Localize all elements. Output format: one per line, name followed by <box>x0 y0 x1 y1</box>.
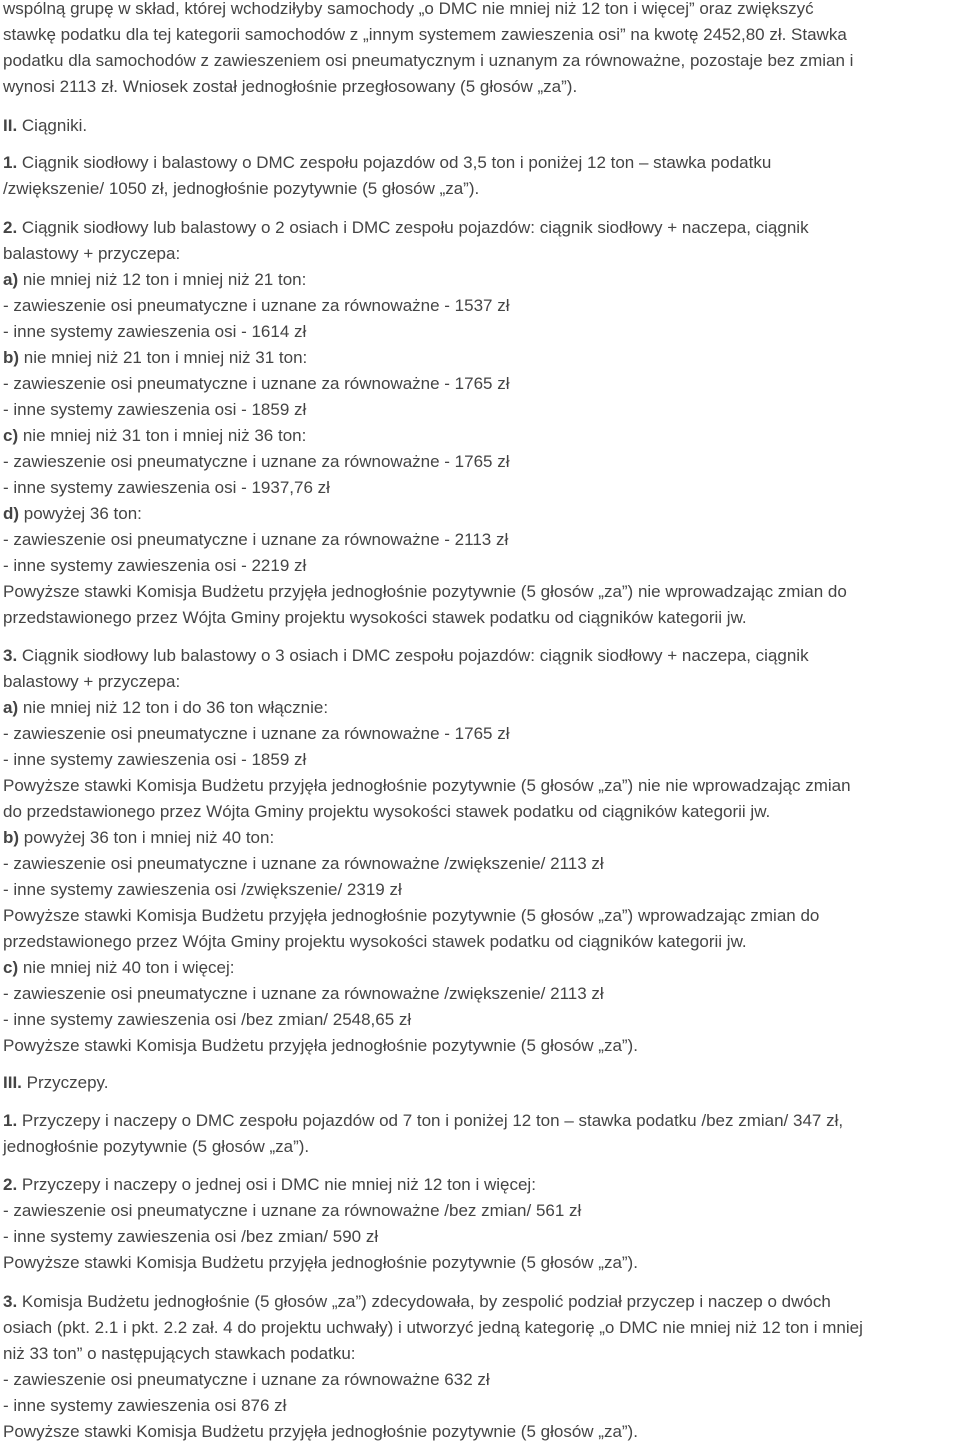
item-marker: b) <box>3 348 20 367</box>
line-text: - zawieszenie osi pneumatyczne i uznane za równoważne - 1765 zł <box>3 374 510 393</box>
item-marker: III. <box>3 1073 22 1092</box>
line-text: Komisja Budżetu jednogłośnie (5 głosów „za”) zdecydowała, by zespolić podział przyczep i naczep o dwóch <box>17 1292 831 1311</box>
line-text: Ciągnik siodłowy lub balastowy o 2 osiach i DMC zespołu pojazdów: ciągnik siodłowy + naczepa, ciągnik <box>17 218 809 237</box>
line-text: podatku dla samochodów z zawieszeniem osi pneumatycznym i uznanym za równoważne, pozostaje bez zmian i <box>3 51 854 70</box>
text-line <box>3 176 479 202</box>
line-text: stawkę podatku dla tej kategorii samochodów z „innym systemem zawieszenia osi” na kwotę 2452,80 zł. Stawka <box>3 25 847 44</box>
line-text: balastowy + przyczepa: <box>3 672 181 691</box>
item-marker: a) <box>3 698 19 717</box>
text-line <box>3 929 747 955</box>
text-line <box>3 1198 581 1224</box>
text-line <box>3 851 604 877</box>
item-marker: 2. <box>3 218 18 237</box>
text-line <box>3 293 510 319</box>
line-text: - zawieszenie osi pneumatyczne i uznane za równoważne /zwiększenie/ 2113 zł <box>3 984 604 1003</box>
text-line <box>3 1172 536 1198</box>
text-line <box>3 150 771 176</box>
text-line <box>3 74 577 100</box>
line-text: - zawieszenie osi pneumatyczne i uznane za równoważne - 1537 zł <box>3 296 510 315</box>
line-text: nie mniej niż 31 ton i mniej niż 36 ton: <box>18 426 307 445</box>
line-text: - inne systemy zawieszenia osi 876 zł <box>3 1396 287 1415</box>
text-line <box>3 877 402 903</box>
text-line <box>3 1033 638 1059</box>
text-line <box>3 48 853 74</box>
item-marker: c) <box>3 426 19 445</box>
line-text: - inne systemy zawieszenia osi - 1614 zł <box>3 322 307 341</box>
text-line <box>3 0 814 22</box>
item-marker: 1. <box>3 1111 18 1130</box>
text-line <box>3 981 604 1007</box>
line-text: nie mniej niż 12 ton i do 36 ton włącznie: <box>18 698 329 717</box>
line-text: - inne systemy zawieszenia osi /bez zmian/ 2548,65 zł <box>3 1010 412 1029</box>
text-line <box>3 747 306 773</box>
line-text: Ciągnik siodłowy i balastowy o DMC zespołu pojazdów od 3,5 ton i poniżej 12 ton – stawka podatku <box>17 153 772 172</box>
line-text: jednogłośnie pozytywnie (5 głosów „za”). <box>3 1137 310 1156</box>
line-text: - zawieszenie osi pneumatyczne i uznane za równoważne /bez zmian/ 561 zł <box>3 1201 582 1220</box>
text-line <box>3 397 306 423</box>
text-line <box>3 1315 863 1341</box>
line-text: - zawieszenie osi pneumatyczne i uznane za równoważne /zwiększenie/ 2113 zł <box>3 854 604 873</box>
text-line <box>3 1289 831 1315</box>
text-line <box>3 643 809 669</box>
text-line <box>3 669 180 695</box>
text-line <box>3 345 307 371</box>
text-line <box>3 1341 356 1367</box>
item-marker: 2. <box>3 1175 18 1194</box>
text-line <box>3 1108 843 1134</box>
line-text: powyżej 36 ton i mniej niż 40 ton: <box>19 828 275 847</box>
text-line <box>3 1419 638 1445</box>
line-text: wynosi 2113 zł. Wniosek został jednogłośnie przegłosowany (5 głosów „za”). <box>3 77 578 96</box>
line-text: Przyczepy i naczepy o jednej osi i DMC nie mniej niż 12 ton i więcej: <box>17 1175 536 1194</box>
line-text: nie mniej niż 21 ton i mniej niż 31 ton: <box>19 348 308 367</box>
item-marker: 1. <box>3 153 18 172</box>
text-line <box>3 449 510 475</box>
line-text: - inne systemy zawieszenia osi /bez zmian/ 590 zł <box>3 1227 379 1246</box>
line-text: Powyższe stawki Komisja Budżetu przyjęła jednogłośnie pozytywnie (5 głosów „za”). <box>3 1422 638 1441</box>
text-line <box>3 579 847 605</box>
line-text: balastowy + przyczepa: <box>3 244 181 263</box>
line-text: - inne systemy zawieszenia osi - 1859 zł <box>3 400 307 419</box>
line-text: Ciągnik siodłowy lub balastowy o 3 osiach i DMC zespołu pojazdów: ciągnik siodłowy + naczepa, ciągnik <box>17 646 809 665</box>
text-line <box>3 955 235 981</box>
text-line <box>3 319 306 345</box>
text-line <box>3 1224 378 1250</box>
item-marker: a) <box>3 270 19 289</box>
line-text: - inne systemy zawieszenia osi - 2219 zł <box>3 556 307 575</box>
line-text: Powyższe stawki Komisja Budżetu przyjęła jednogłośnie pozytywnie (5 głosów „za”) nie wprowadzając zmian do <box>3 582 847 601</box>
item-marker: c) <box>3 958 19 977</box>
text-line <box>3 1250 638 1276</box>
text-line <box>3 501 142 527</box>
text-line <box>3 1367 490 1393</box>
text-line <box>3 1007 411 1033</box>
text-line <box>3 371 510 397</box>
line-text: /zwiększenie/ 1050 zł, jednogłośnie pozytywnie (5 głosów „za”). <box>3 179 480 198</box>
line-text: niż 33 ton” o następujących stawkach podatku: <box>3 1344 356 1363</box>
line-text: Przyczepy. <box>21 1073 109 1092</box>
item-marker: 3. <box>3 646 18 665</box>
text-line <box>3 605 747 631</box>
text-line <box>3 267 306 293</box>
line-text: przedstawionego przez Wójta Gminy projektu wysokości stawek podatku od ciągników kategorii jw. <box>3 932 747 951</box>
line-text: Powyższe stawki Komisja Budżetu przyjęła jednogłośnie pozytywnie (5 głosów „za”) nie nie wprowadzając zmian <box>3 776 851 795</box>
line-text: Przyczepy i naczepy o DMC zespołu pojazdów od 7 ton i poniżej 12 ton – stawka podatku /bez zmian/ 347 zł, <box>17 1111 844 1130</box>
line-text: nie mniej niż 12 ton i mniej niż 21 ton: <box>18 270 307 289</box>
line-text: Ciągniki. <box>17 116 88 135</box>
line-text: nie mniej niż 40 ton i więcej: <box>18 958 235 977</box>
text-line <box>3 22 847 48</box>
text-line <box>3 1393 286 1419</box>
text-line <box>3 241 180 267</box>
text-line <box>3 215 809 241</box>
text-line <box>3 475 330 501</box>
line-text: powyżej 36 ton: <box>19 504 142 523</box>
item-marker: d) <box>3 504 20 523</box>
line-text: - zawieszenie osi pneumatyczne i uznane za równoważne - 2113 zł <box>3 530 509 549</box>
text-line <box>3 825 274 851</box>
line-text: - zawieszenie osi pneumatyczne i uznane za równoważne - 1765 zł <box>3 452 510 471</box>
text-line <box>3 553 306 579</box>
line-text: Powyższe stawki Komisja Budżetu przyjęła jednogłośnie pozytywnie (5 głosów „za”). <box>3 1036 638 1055</box>
text-line <box>3 695 328 721</box>
text-line <box>3 527 508 553</box>
line-text: do przedstawionego przez Wójta Gminy projektu wysokości stawek podatku od ciągników kategorii jw. <box>3 802 771 821</box>
item-marker: b) <box>3 828 20 847</box>
line-text: osiach (pkt. 2.1 i pkt. 2.2 zał. 4 do projektu uchwały) i utworzyć jedną kategorię „o DMC nie mniej niż 12 ton i mniej <box>3 1318 863 1337</box>
line-text: Powyższe stawki Komisja Budżetu przyjęła jednogłośnie pozytywnie (5 głosów „za”). <box>3 1253 638 1272</box>
line-text: wspólną grupę w skład, której wchodziłyby samochody „o DMC nie mniej niż 12 ton i więcej” oraz zwiększyć <box>3 0 814 18</box>
text-line <box>3 799 770 825</box>
text-line <box>3 113 87 139</box>
item-marker: 3. <box>3 1292 18 1311</box>
line-text: - inne systemy zawieszenia osi - 1937,76 zł <box>3 478 330 497</box>
line-text: przedstawionego przez Wójta Gminy projektu wysokości stawek podatku od ciągników kategorii jw. <box>3 608 747 627</box>
text-line <box>3 1070 109 1096</box>
text-line <box>3 721 510 747</box>
line-text: - inne systemy zawieszenia osi /zwiększenie/ 2319 zł <box>3 880 402 899</box>
line-text: - zawieszenie osi pneumatyczne i uznane za równoważne 632 zł <box>3 1370 490 1389</box>
line-text: Powyższe stawki Komisja Budżetu przyjęła jednogłośnie pozytywnie (5 głosów „za”) wprowadzając zmian do <box>3 906 820 925</box>
line-text: - inne systemy zawieszenia osi - 1859 zł <box>3 750 307 769</box>
text-line <box>3 773 851 799</box>
text-line <box>3 423 306 449</box>
text-line <box>3 1134 309 1160</box>
item-marker: II. <box>3 116 18 135</box>
text-line <box>3 903 819 929</box>
line-text: - zawieszenie osi pneumatyczne i uznane za równoważne - 1765 zł <box>3 724 510 743</box>
